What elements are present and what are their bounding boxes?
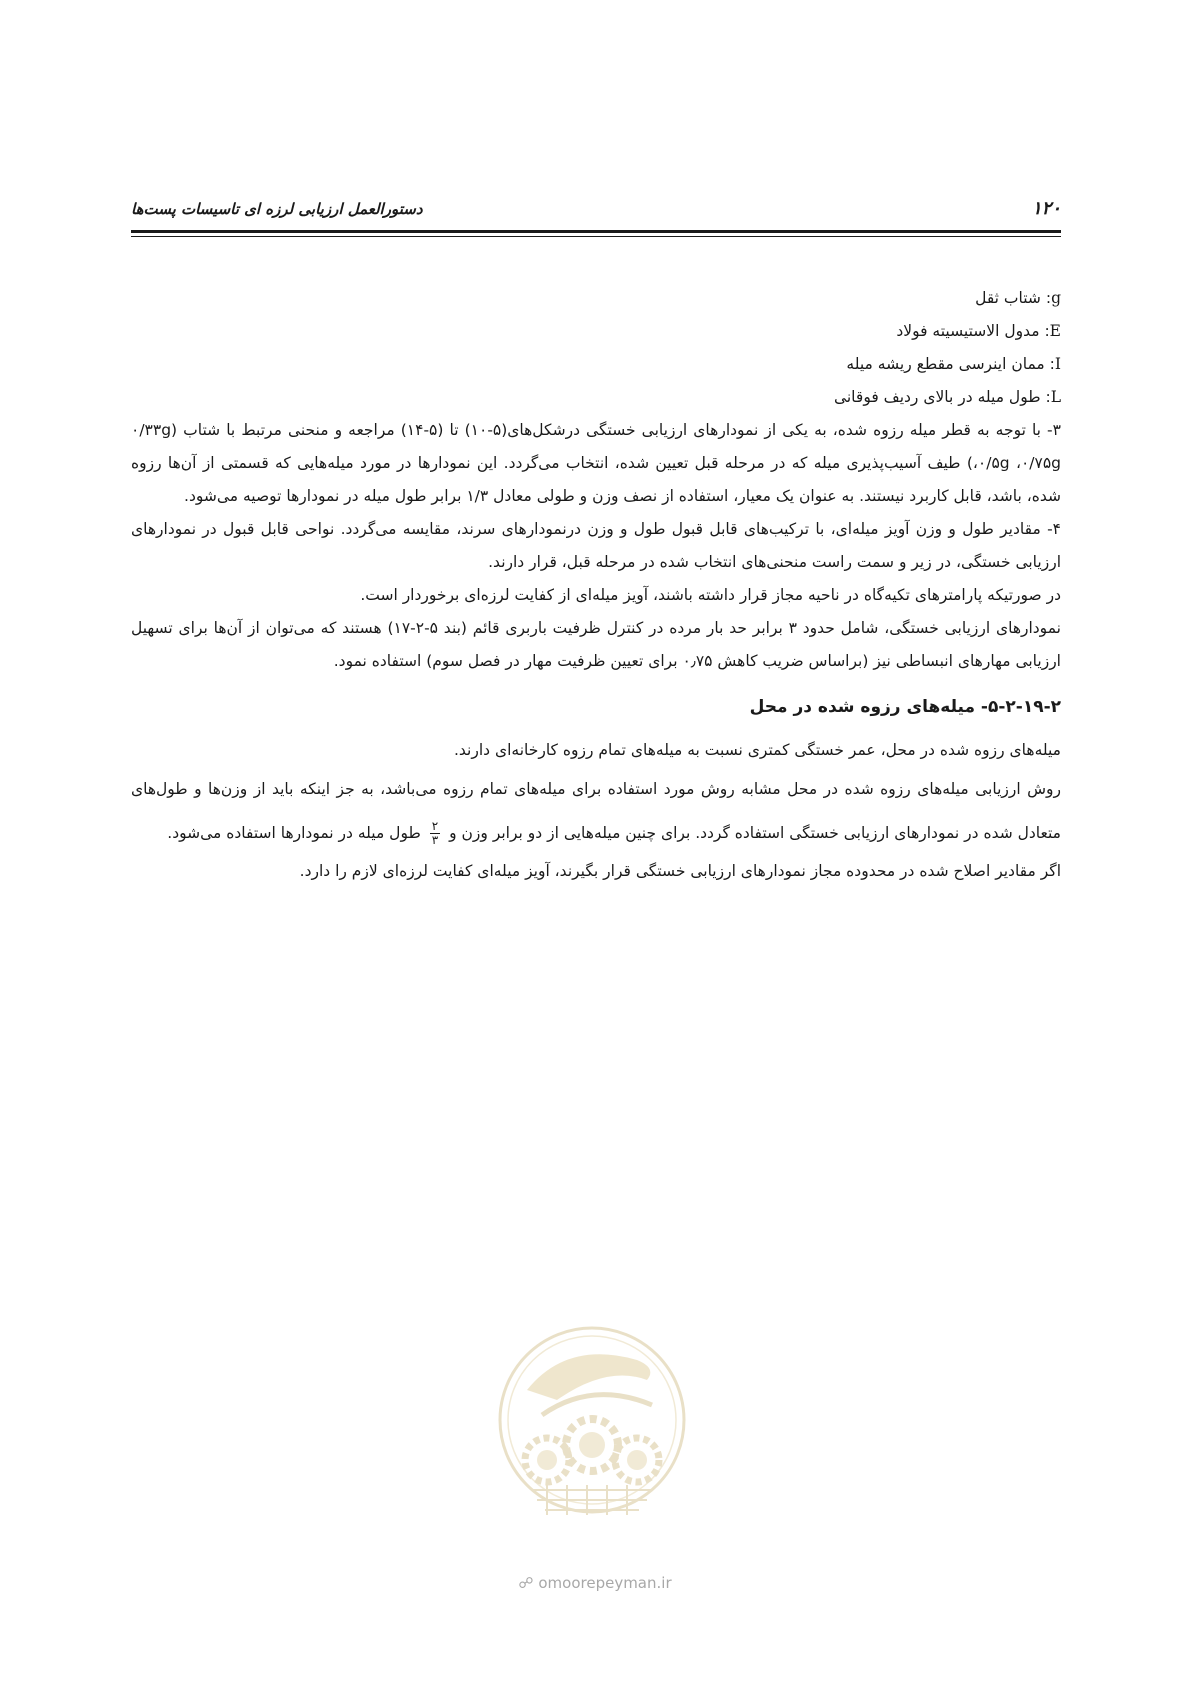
fraction-numerator: ۲ [431,819,439,833]
definition-g: g: شتاب ثقل [975,289,1061,307]
fraction-denominator: ۳ [431,833,439,847]
definition-key: E [1049,322,1061,340]
definition-l: L: طول میله در بالای ردیف فوقانی [833,388,1061,406]
section-paragraph-1: میله‌های رزوه شده در محل، عمر خستگی کمتری نسبت به میله‌های تمام رزوه کارخانه‌ای دارند. [453,741,1061,759]
paragraph-support-params: در صورتیکه پارامترهای تکیه‌گاه در ناحیه مجاز قرار داشته باشند، آویز میله‌ای از کفایت لرزه‌ای برخوردار است. [360,586,1061,604]
section-paragraph-2 [131,767,1061,855]
page-body [131,282,1061,888]
definition-key: I [1054,355,1061,373]
paragraph-step-4: ۴- مقادیر طول و وزن آویز میله‌ای، با ترکیب‌های قابل قبول طول و وزن درنمودارهای سرند، مقایسه می‌گردد. نواحی قابل قبول در نمودارهای ارزیابی خستگی، در زیر و سمت راست منحنی‌های انتخاب شده در مرحله قبل، قرار دارند. [131,520,1061,571]
running-title: دستورالعمل ارزیابی لرزه ای تاسیسات پست‌ها [131,200,423,218]
header-rule-thin [131,236,1061,237]
definition-text: ممان اینرسی مقطع ریشه میله [846,355,1045,373]
watermark-url: ☍ omoorepeyman.ir [518,1574,672,1592]
page-number: ۱۲۰ [1031,198,1061,219]
definition-key: L [1050,388,1061,406]
definition-text: مدول الاستیسیته فولاد [896,322,1040,340]
definition-e: E: مدول الاستیسیته فولاد [896,322,1061,340]
watermark-logo [487,1320,697,1550]
definition-text: شتاب ثقل [975,289,1041,307]
fraction-two-thirds [430,820,440,847]
definition-key: g [1051,289,1061,307]
section-paragraph-2-end: طول میله در نمودارها استفاده می‌شود. [167,824,421,842]
definition-text: طول میله در بالای ردیف فوقانی [833,388,1041,406]
definition-i: I: ممان اینرسی مقطع ریشه میله [846,355,1061,373]
page-header [131,198,1061,224]
paragraph-fatigue-charts: نمودارهای ارزیابی خستگی، شامل حدود ۳ برابر حد بار مرده در کنترل ظرفیت باربری قائم (بند ۵-۲-۱۷) هستند که می‌توان از آن‌ها برای تسهیل ارزیابی مهارهای انبساطی نیز (براساس ضریب کاهش ۰٫۷۵ برای تعیین ظرفیت مهار در فصل سوم) استفاده نمود. [131,619,1061,670]
paragraph-step-3: ۳- با توجه به قطر میله رزوه شده، به یکی از نمودارهای ارزیابی خستگی درشکل‌های(۵-۱۰) تا (۵-۱۴) مراجعه و منحنی مرتبط با شتاب (۰/۳۳g ،۰/۵g ،۰/۷۵g) طیف آسیب‌پذیری میله که در مرحله قبل تعیین شده، انتخاب می‌گردد. این نمودارها در مورد میله‌هایی که قسمتی از آن‌ها رزوه شده، باشد، قابل کاربرد نیستند. به عنوان یک معیار، استفاده از نصف وزن و طولی معادل ۱/۳ برابر طول میله در نمودارها توصیه می‌شود. [131,421,1061,505]
watermark-url-text: omoorepeyman.ir [538,1574,672,1592]
header-rule-thick [131,230,1061,233]
section-paragraph-3: اگر مقادیر اصلاح شده در محدوده مجاز نمودارهای ارزیابی خستگی قرار بگیرند، آویز میله‌ای کفایت لرزه‌ای لازم را دارد. [299,862,1061,880]
section-heading: ۵-۲-۱۹-۲- میله‌های رزوه شده در محل [749,697,1061,717]
section-paragraph-2-start: روش ارزیابی میله‌های رزوه شده در محل مشابه روش مورد استفاده برای میله‌های تمام رزوه می‌باشد، به جز اینکه باید از وزن‌ها و طول‌های متعادل شده در نمودارهای ارزیابی خستگی استفاده گردد. برای چنین میله‌هایی از دو برابر وزن و [131,780,1061,842]
